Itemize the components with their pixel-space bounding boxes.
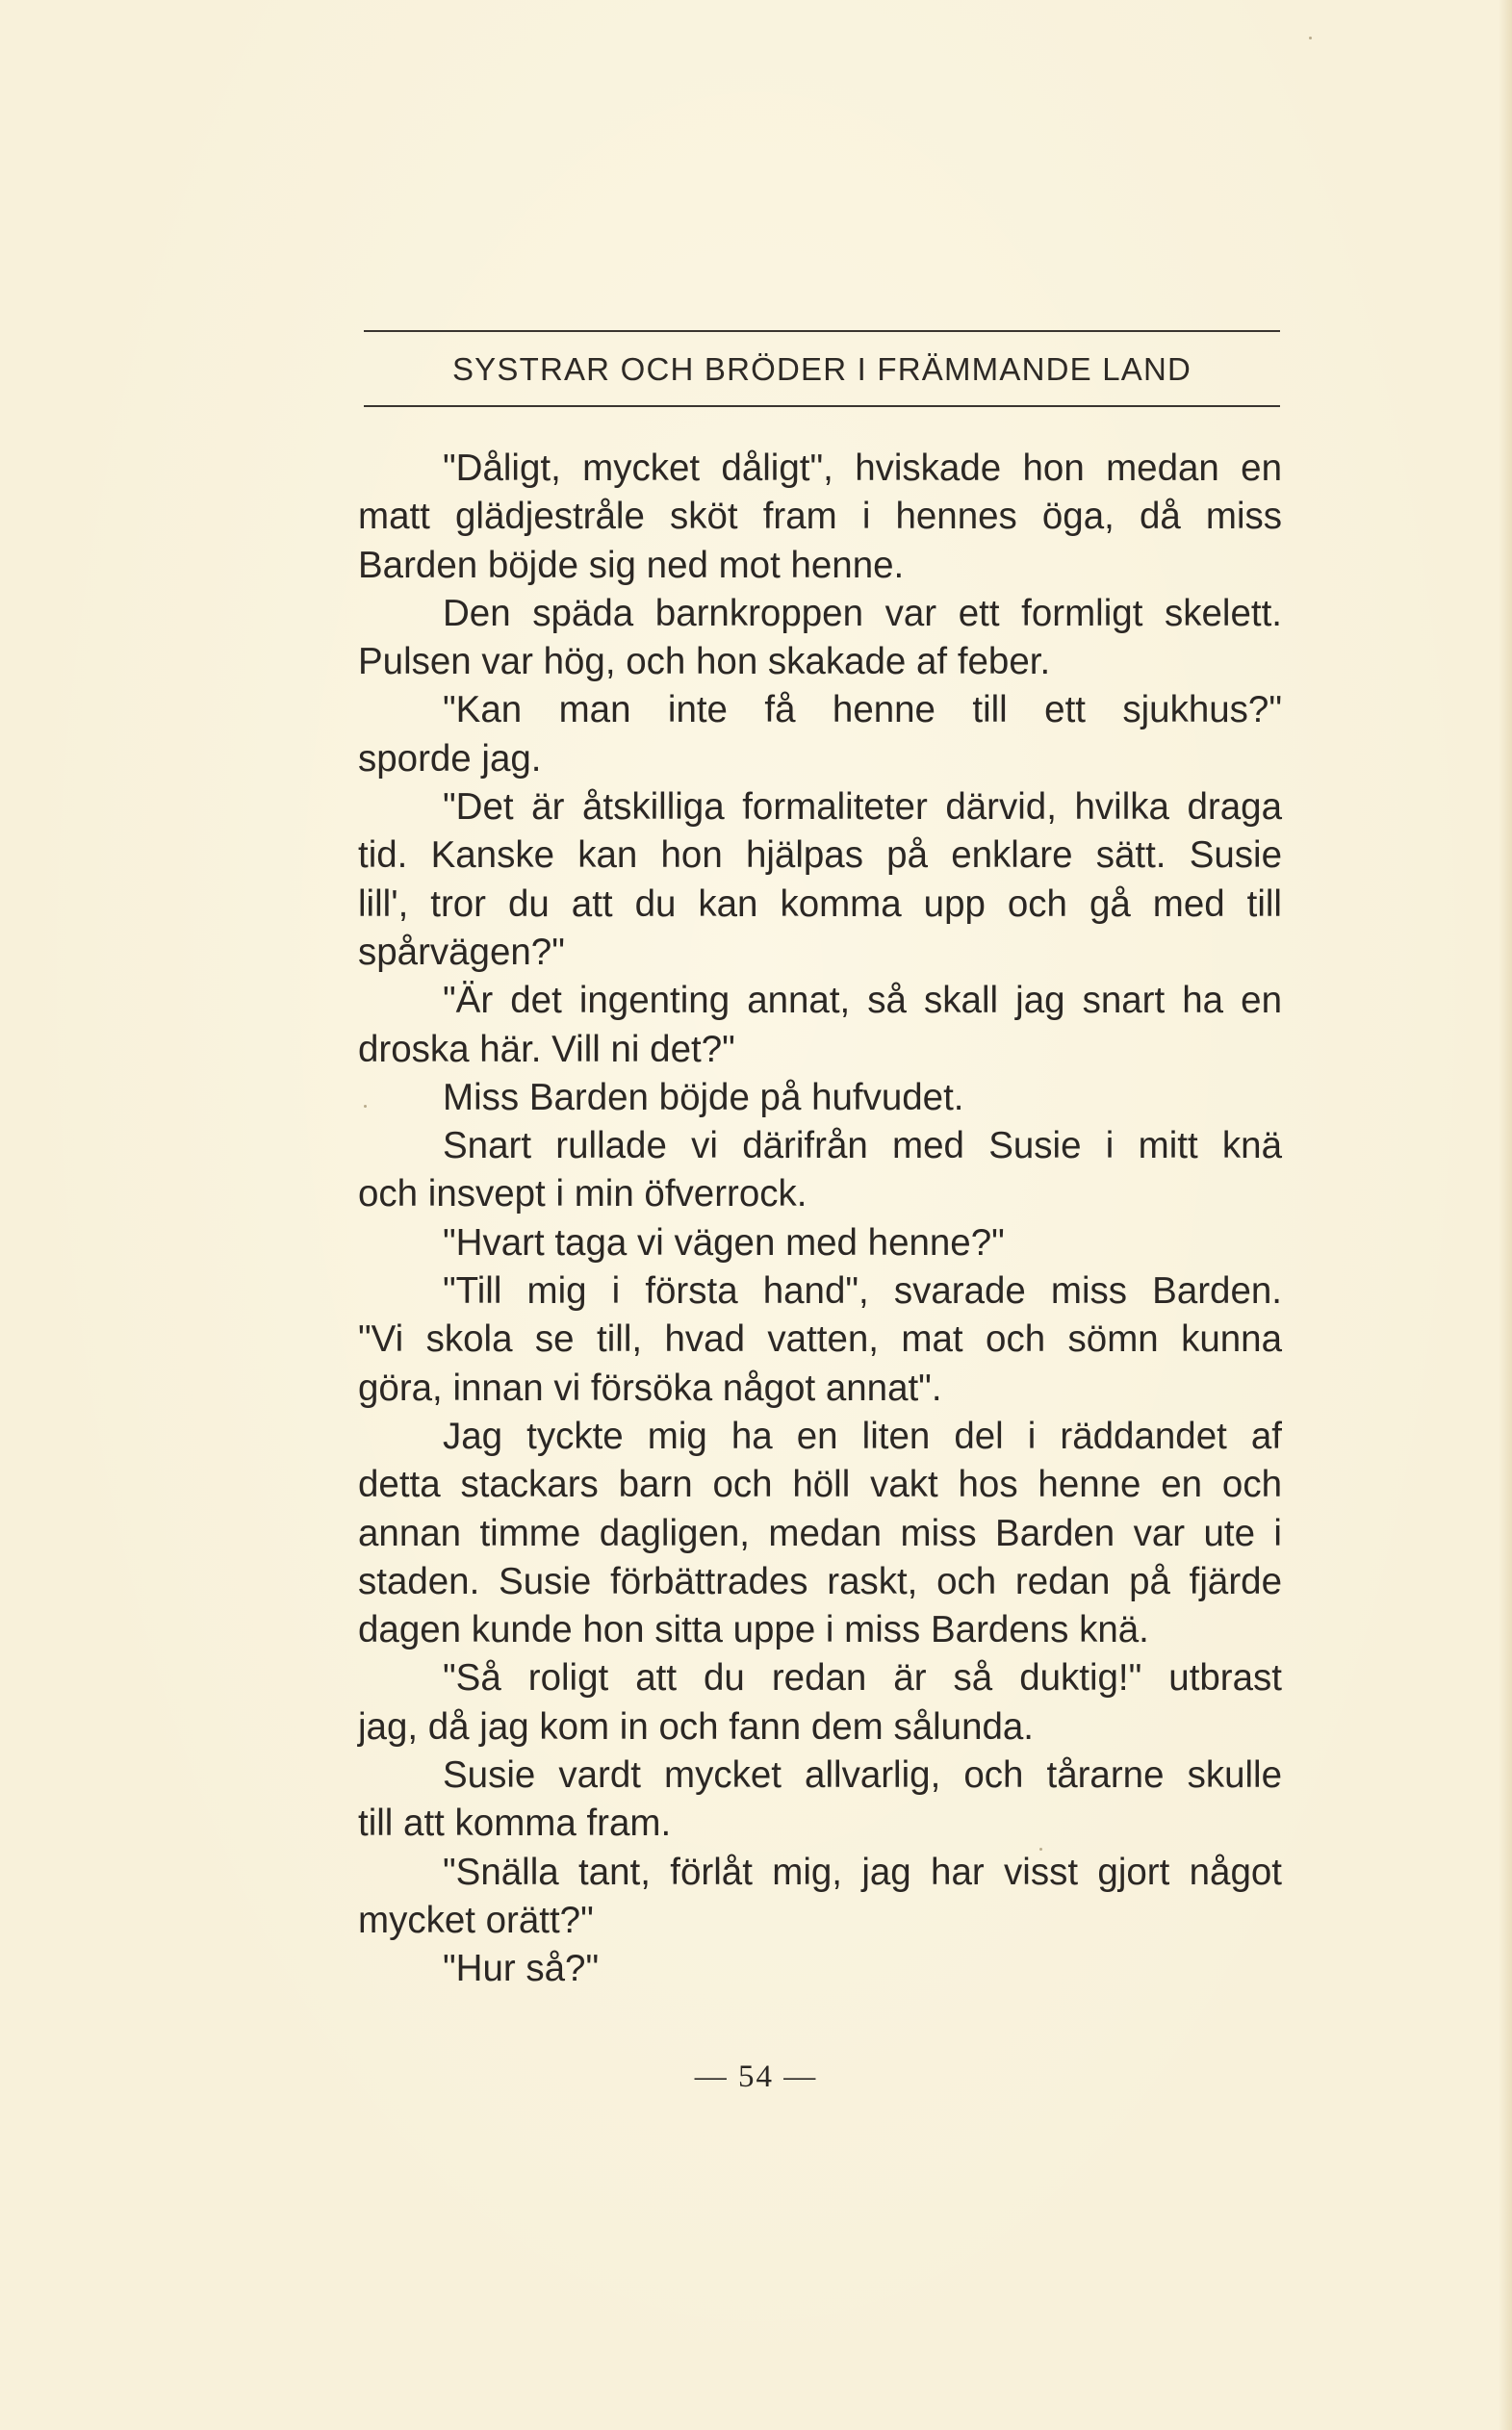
text-line: sporde jag. — [358, 737, 542, 780]
text-line: "Vi skola se till, hvad vatten, mat och sömn kunna — [358, 1318, 1282, 1361]
text-line: dagen kunde hon sitta uppe i miss Bardens knä. — [358, 1609, 1149, 1651]
text-line: "Så roligt att du redan är så duktig!" utbrast — [443, 1657, 1282, 1700]
text-line: till att komma fram. — [358, 1803, 672, 1845]
page-number: — 54 — — [694, 2059, 818, 2094]
text-line: "Är det ingenting annat, så skall jag snart ha en — [443, 980, 1282, 1022]
text-line: "Det är åtskilliga formaliteter därvid, hvilka draga — [443, 786, 1282, 829]
text-line: "Hur så?" — [443, 1948, 600, 1990]
text-line: "Dåligt, mycket dåligt", hviskade hon medan en — [443, 448, 1282, 489]
text-line: "Snälla tant, förlåt mig, jag har visst gjort något — [443, 1851, 1282, 1893]
text-line: Susie vardt mycket allvarlig, och tårarne skulle — [443, 1754, 1282, 1797]
header-rule-bottom — [364, 405, 1280, 407]
text-line: göra, innan vi försöka något annat". — [358, 1367, 942, 1409]
body-text — [358, 445, 1282, 1994]
text-line: Barden böjde sig ned mot henne. — [358, 544, 905, 586]
paper-speck — [1039, 1848, 1042, 1851]
text-line: Den späda barnkroppen var ett formligt skelett. — [443, 592, 1282, 634]
paper-speck — [364, 1105, 367, 1108]
running-head: SYSTRAR OCH BRÖDER I FRÄMMANDE LAND — [451, 351, 1192, 387]
text-line: jag, då jag kom in och fann dem sålunda. — [358, 1705, 1035, 1748]
text-line: tid. Kanske kan hon hjälpas på enklare sätt. Susie — [358, 834, 1282, 877]
text-line: Jag tyckte mig ha en liten del i räddandet af — [443, 1415, 1282, 1457]
text-line: "Hvart taga vi vägen med henne?" — [443, 1221, 1005, 1264]
text-line: staden. Susie förbättrades raskt, och redan på fjärde — [358, 1560, 1282, 1602]
paper-speck — [1309, 37, 1312, 39]
text-line: lill', tror du att du kan komma upp och gå med till — [358, 882, 1282, 925]
text-line: och insvept i min öfverrock. — [358, 1173, 807, 1215]
text-line: annan timme dagligen, medan miss Barden var ute i — [358, 1512, 1282, 1554]
text-line: detta stackars barn och höll vakt hos henne en och — [358, 1464, 1282, 1506]
text-line: Miss Barden böjde på hufvudet. — [443, 1076, 964, 1118]
header-rule-top — [364, 330, 1280, 332]
text-line: "Till mig i första hand", svarade miss Barden. — [443, 1270, 1282, 1313]
text-line: "Kan man inte få henne till ett sjukhus?" — [443, 689, 1282, 731]
text-line: droska här. Vill ni det?" — [358, 1028, 735, 1070]
text-line: mycket orätt?" — [358, 1899, 594, 1941]
text-line: Pulsen var hög, och hon skakade af feber. — [358, 641, 1051, 683]
text-line: spårvägen?" — [358, 931, 565, 973]
text-line: Snart rullade vi därifrån med Susie i mitt knä — [443, 1125, 1282, 1167]
text-line: matt glädjestråle sköt fram i hennes öga, då miss — [358, 496, 1282, 538]
